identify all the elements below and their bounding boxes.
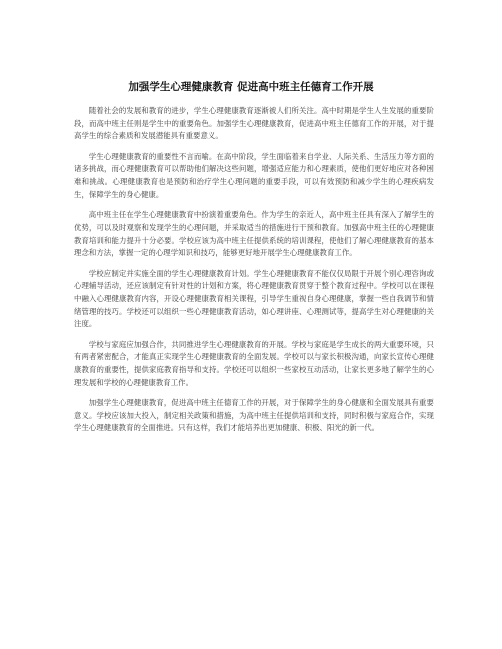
document-body — [74, 105, 434, 443]
document-title: 加强学生心理健康教育 促进高中班主任德育工作开展 — [128, 81, 374, 93]
paragraph-5: 学校与家庭应加强合作，共同推进学生心理健康教育的开展。学校与家庭是学生成长的两大重要环境，只有两者紧密配合，才能真正实现学生心理健康教育的全面发展。学校可以与家长积极沟通，向家长宣传心理健康教育的重要性，提供家庭教育指导和支持。学校还可以组织一些家校互动活动，让家长更多地了解学生的心理发展和学校的心理健康教育工作。 — [74, 339, 434, 387]
paragraph-4: 学校应制定并实施全面的学生心理健康教育计划。学生心理健康教育不能仅仅局限于开展个别心理咨询或心理辅导活动，还应该制定有针对性的计划和方案，将心理健康教育贯穿于整个教育过程中。学校可以在课程中融入心理健康教育内容，开设心理健康教育相关课程，引导学生重视自身心理健康，掌握一些自我调节和情绪管理的技巧。学校还可以组织一些心理健康教育活动，如心理讲座、心理测试等，提高学生对心理健康的关注度。 — [74, 268, 434, 329]
paragraph-1: 随着社会的发展和教育的进步，学生心理健康教育逐渐被人们所关注。高中时期是学生人生发展的重要阶段，而高中班主任则是学生中的重要角色。加强学生心理健康教育，促进高中班主任德育工作的开展，对于提高学生的综合素质和发展潜能具有重要意义。 — [74, 106, 434, 141]
paragraph-2: 学生心理健康教育的重要性不言而喻。在高中阶段，学生面临着来自学业、人际关系、生活压力等方面的诸多挑战，而心理健康教育可以帮助他们解决这些问题，增强适应能力和心理素质，使他们更好地应对各种困难和挑战。心理健康教育也是预防和治疗学生心理问题的重要手段，可以有效预防和减少学生的心理疾病发生，保障学生的身心健康。 — [74, 151, 434, 199]
paragraph-6: 加强学生心理健康教育，促进高中班主任德育工作的开展，对于保障学生的身心健康和全面发展具有重要意义。学校应该加大投入，制定相关政策和措施，为高中班主任提供培训和支持，同时积极与家庭合作，实现学生心理健康教育的全面推进。只有这样，我们才能培养出更加健康、积极、阳光的新一代。 — [74, 398, 434, 433]
paragraph-3: 高中班主任在学生心理健康教育中扮演着重要角色。作为学生的亲近人，高中班主任具有深入了解学生的优势，可以及时观察和发现学生的心理问题，并采取适当的措施进行干预和教育。加强高中班主任的心理健康教育培训和能力提升十分必要。学校应该为高中班主任提供系统的培训课程，使他们了解心理健康教育的基本理念和方法，掌握一定的心理学知识和技巧，能够更好地开展学生心理健康教育工作。 — [74, 210, 434, 258]
